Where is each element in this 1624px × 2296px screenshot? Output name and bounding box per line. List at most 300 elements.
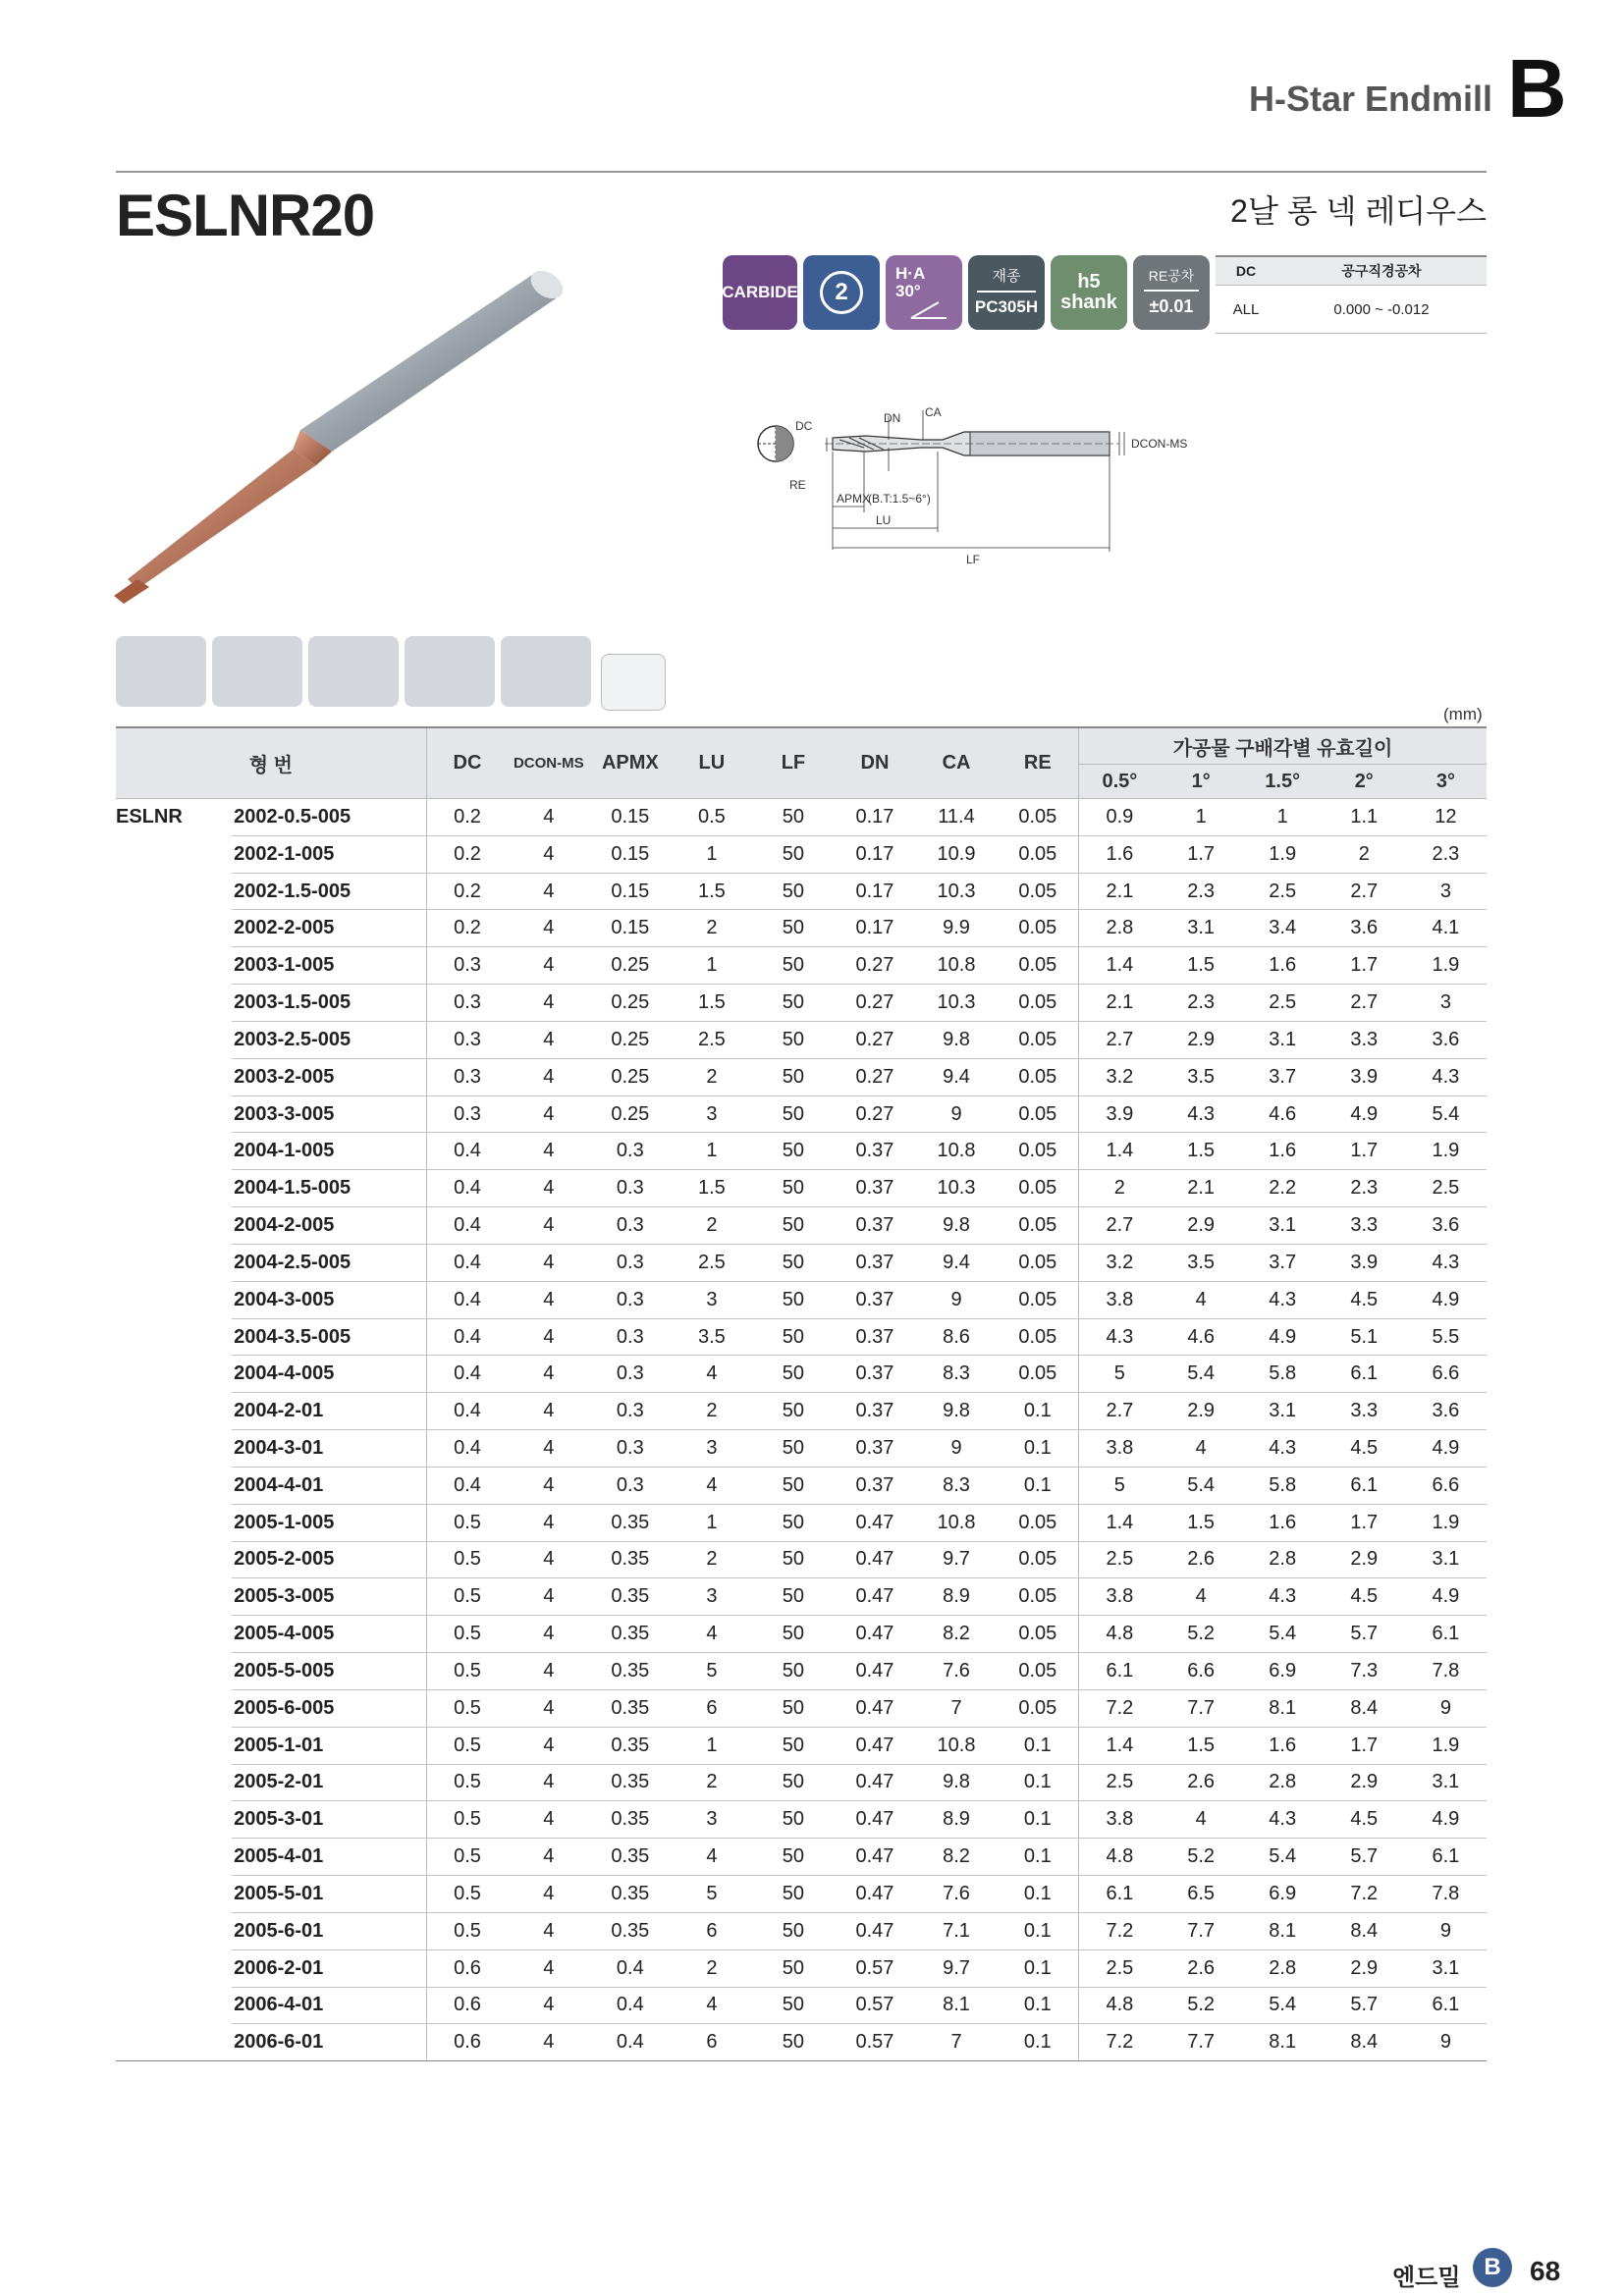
part-number-cell: 2003-2.5-005: [232, 1021, 426, 1058]
part-number-cell: 2004-3.5-005: [232, 1318, 426, 1356]
spec-cell: 4.9: [1405, 1801, 1487, 1839]
spec-cell: 8.1: [1242, 2024, 1324, 2061]
spec-cell: 3.6: [1324, 910, 1405, 947]
spec-cell: 4.3: [1242, 1430, 1324, 1468]
table-row: [116, 1504, 1487, 1541]
spec-cell: 50: [752, 1207, 834, 1245]
spec-cell: 0.5: [426, 1876, 508, 1913]
spec-cell: 2.5: [671, 1021, 752, 1058]
spec-cell: 8.4: [1324, 1912, 1405, 1949]
spec-cell: 0.25: [589, 985, 671, 1022]
spec-cell: 50: [752, 1839, 834, 1876]
spec-cell: 1.6: [1242, 947, 1324, 985]
spec-cell: 0.4: [426, 1207, 508, 1245]
spec-cell: 0.05: [998, 1653, 1079, 1690]
spec-cell: 9.8: [916, 1764, 998, 1801]
spec-cell: 0.15: [589, 910, 671, 947]
header-divider: [116, 171, 1487, 173]
spec-cell: 0.5: [426, 1801, 508, 1839]
spec-cell: 2.7: [1079, 1021, 1161, 1058]
tolerance-cell-dc: ALL: [1216, 286, 1276, 334]
spec-cell: 6.5: [1161, 1876, 1242, 1913]
spec-cell: 2.6: [1161, 1541, 1242, 1578]
spec-cell: 3.7: [1242, 1244, 1324, 1281]
spec-cell: 1.7: [1161, 835, 1242, 873]
diagram-label-ca: CA: [925, 405, 942, 419]
spec-cell: 1.6: [1242, 1504, 1324, 1541]
spec-cell: 4: [508, 1430, 589, 1468]
helix-angle-icon: [909, 300, 948, 320]
spec-cell: 6.1: [1324, 1467, 1405, 1504]
spec-cell: 0.47: [834, 1764, 915, 1801]
re-tolerance-badge: RE공차 ±0.01: [1133, 255, 1210, 330]
spec-cell: 0.1: [998, 1430, 1079, 1468]
table-row: [116, 1876, 1487, 1913]
spec-cell: 0.05: [998, 1281, 1079, 1318]
spec-cell: 3: [671, 1801, 752, 1839]
spec-cell: 5.4: [1242, 1987, 1324, 2024]
spec-cell: 2.3: [1161, 873, 1242, 910]
spec-cell: 0.35: [589, 1653, 671, 1690]
spec-cell: 5.4: [1242, 1839, 1324, 1876]
spec-cell: 0.1: [998, 1912, 1079, 1949]
spec-cell: 0.25: [589, 1095, 671, 1133]
spec-cell: 4.9: [1242, 1318, 1324, 1356]
spec-cell: 1.7: [1324, 1133, 1405, 1170]
spec-cell: 4.3: [1079, 1318, 1161, 1356]
spec-cell: 1.4: [1079, 947, 1161, 985]
spec-cell: 3: [671, 1281, 752, 1318]
spec-cell: 0.05: [998, 835, 1079, 873]
spec-cell: 1: [671, 1727, 752, 1764]
spec-cell: 0.17: [834, 910, 915, 947]
spec-cell: 0.2: [426, 910, 508, 947]
spec-cell: 2.8: [1079, 910, 1161, 947]
spec-cell: 6.6: [1405, 1356, 1487, 1393]
spec-cell: 3.9: [1324, 1244, 1405, 1281]
spec-cell: 2.9: [1324, 1949, 1405, 1987]
tolerance-cell-range: 0.000 ~ -0.012: [1276, 286, 1487, 334]
diagram-label-re: RE: [789, 478, 806, 492]
diagram-label-dc: DC: [795, 419, 813, 433]
spec-cell: 2: [1324, 835, 1405, 873]
part-number-cell: 2002-0.5-005: [232, 799, 426, 836]
spec-cell: 0.17: [834, 835, 915, 873]
spec-cell: 8.1: [1242, 1689, 1324, 1727]
spec-cell: 0.35: [589, 1912, 671, 1949]
part-number-cell: 2004-2.5-005: [232, 1244, 426, 1281]
part-number-cell: 2002-2-005: [232, 910, 426, 947]
series-cell: [116, 1616, 232, 1653]
header-dn: DN: [834, 727, 915, 799]
spec-cell: 9.4: [916, 1058, 998, 1095]
spec-cell: 4.8: [1079, 1839, 1161, 1876]
spec-cell: 2.8: [1242, 1764, 1324, 1801]
spec-cell: 0.27: [834, 1058, 915, 1095]
spec-cell: 3.3: [1324, 1393, 1405, 1430]
spec-cell: 3.9: [1079, 1095, 1161, 1133]
spec-cell: 12: [1405, 799, 1487, 836]
spec-cell: 1.5: [671, 873, 752, 910]
spec-cell: 7.1: [916, 1912, 998, 1949]
spec-cell: 0.37: [834, 1133, 915, 1170]
spec-cell: 0.4: [426, 1467, 508, 1504]
spec-cell: 4: [508, 1801, 589, 1839]
header-angle-0-5: 0.5°: [1079, 765, 1161, 799]
spec-cell: 0.47: [834, 1653, 915, 1690]
spec-cell: 5.4: [1242, 1616, 1324, 1653]
spec-cell: 4: [508, 1393, 589, 1430]
flute-count-icon: 2: [820, 271, 863, 314]
spec-cell: 8.1: [916, 1987, 998, 2024]
spec-cell: 0.1: [998, 1727, 1079, 1764]
application-side-milling-icon: [116, 636, 206, 707]
spec-cell: 1: [1161, 799, 1242, 836]
spec-cell: 10.3: [916, 985, 998, 1022]
spec-cell: 6: [671, 2024, 752, 2061]
spec-cell: 0.05: [998, 1244, 1079, 1281]
spec-table: [116, 726, 1487, 2061]
spec-cell: 0.05: [998, 873, 1079, 910]
spec-cell: 2: [671, 1393, 752, 1430]
spec-cell: 8.2: [916, 1616, 998, 1653]
spec-cell: 10.8: [916, 947, 998, 985]
spec-cell: 0.5: [426, 1653, 508, 1690]
table-row: [116, 1430, 1487, 1468]
spec-cell: 0.3: [426, 1021, 508, 1058]
header-effective-length: 가공물 구배각별 유효길이: [1079, 727, 1487, 765]
spec-cell: 0.05: [998, 1356, 1079, 1393]
spec-cell: 4: [508, 1467, 589, 1504]
spec-cell: 7.2: [1079, 1912, 1161, 1949]
spec-cell: 5.2: [1161, 1839, 1242, 1876]
spec-cell: 1.9: [1405, 1727, 1487, 1764]
part-number-cell: 2006-4-01: [232, 1987, 426, 2024]
spec-cell: 4: [508, 1133, 589, 1170]
spec-cell: 50: [752, 1949, 834, 1987]
spec-cell: 3.1: [1242, 1021, 1324, 1058]
spec-cell: 0.47: [834, 1616, 915, 1653]
part-number-cell: 2003-2-005: [232, 1058, 426, 1095]
spec-cell: 0.37: [834, 1318, 915, 1356]
spec-cell: 0.47: [834, 1839, 915, 1876]
series-cell: [116, 1244, 232, 1281]
header-angle-1-5: 1.5°: [1242, 765, 1324, 799]
header-ca: CA: [916, 727, 998, 799]
spec-cell: 2.8: [1242, 1541, 1324, 1578]
spec-cell: 1.9: [1405, 947, 1487, 985]
spec-cell: 3: [671, 1578, 752, 1616]
spec-cell: 5.7: [1324, 1987, 1405, 2024]
table-row: [116, 1318, 1487, 1356]
spec-cell: 2.5: [1079, 1764, 1161, 1801]
spec-cell: 8.6: [916, 1318, 998, 1356]
spec-cell: 2.2: [1242, 1170, 1324, 1207]
endmill-neck: [128, 450, 316, 589]
spec-cell: 0.05: [998, 1616, 1079, 1653]
carbide-badge: CARBIDE: [723, 255, 797, 330]
spec-cell: 6.1: [1405, 1839, 1487, 1876]
spec-cell: 50: [752, 1356, 834, 1393]
part-number-cell: 2004-1.5-005: [232, 1170, 426, 1207]
spec-cell: 8.4: [1324, 1689, 1405, 1727]
spec-cell: 0.37: [834, 1281, 915, 1318]
dimension-diagram: [746, 393, 1492, 589]
flute-count-badge: [803, 255, 880, 330]
table-row: [116, 1170, 1487, 1207]
spec-cell: 7.2: [1079, 2024, 1161, 2061]
spec-cell: 2.6: [1161, 1764, 1242, 1801]
spec-cell: 0.4: [426, 1170, 508, 1207]
spec-cell: 0.5: [426, 1839, 508, 1876]
spec-cell: 0.25: [589, 1021, 671, 1058]
spec-cell: 9.8: [916, 1207, 998, 1245]
spec-cell: 9.8: [916, 1393, 998, 1430]
spec-cell: 50: [752, 1170, 834, 1207]
spec-cell: 0.5: [426, 1578, 508, 1616]
spec-cell: 9: [1405, 1912, 1487, 1949]
spec-cell: 6.1: [1405, 1987, 1487, 2024]
spec-cell: 0.05: [998, 1058, 1079, 1095]
spec-cell: 0.6: [426, 1949, 508, 1987]
table-row: [116, 1727, 1487, 1764]
spec-cell: 0.35: [589, 1727, 671, 1764]
part-number-cell: 2004-4-01: [232, 1467, 426, 1504]
spec-cell: 4: [508, 1244, 589, 1281]
spec-cell: 3.4: [1242, 910, 1324, 947]
series-cell: [116, 873, 232, 910]
spec-cell: 0.05: [998, 1689, 1079, 1727]
spec-cell: 4.5: [1324, 1578, 1405, 1616]
spec-cell: 50: [752, 1021, 834, 1058]
table-row: [116, 835, 1487, 873]
part-number-cell: 2004-3-01: [232, 1430, 426, 1468]
spec-cell: 7.7: [1161, 2024, 1242, 2061]
spec-cell: 0.5: [426, 1504, 508, 1541]
part-number-cell: 2005-4-01: [232, 1839, 426, 1876]
spec-cell: 0.17: [834, 799, 915, 836]
spec-cell: 0.1: [998, 1467, 1079, 1504]
spec-cell: 2.5: [671, 1244, 752, 1281]
spec-cell: 4.6: [1242, 1095, 1324, 1133]
table-row: [116, 910, 1487, 947]
spec-cell: 0.17: [834, 873, 915, 910]
series-cell: [116, 1504, 232, 1541]
spec-cell: 0.3: [589, 1281, 671, 1318]
part-number-cell: 2005-2-01: [232, 1764, 426, 1801]
spec-cell: 50: [752, 1653, 834, 1690]
table-row: [116, 1653, 1487, 1690]
part-number-cell: 2005-5-005: [232, 1653, 426, 1690]
spec-cell: 7.2: [1079, 1689, 1161, 1727]
spec-cell: 4.9: [1405, 1578, 1487, 1616]
spec-cell: 4.3: [1161, 1095, 1242, 1133]
spec-cell: 6.6: [1161, 1653, 1242, 1690]
spec-cell: 0.4: [426, 1393, 508, 1430]
spec-cell: 9: [916, 1095, 998, 1133]
unit-label: (mm): [1443, 705, 1483, 723]
header-lf: LF: [752, 727, 834, 799]
spec-cell: 7.2: [1324, 1876, 1405, 1913]
series-cell: [116, 1467, 232, 1504]
spec-cell: 4: [671, 1839, 752, 1876]
spec-cell: 0.05: [998, 985, 1079, 1022]
spec-cell: 4.9: [1405, 1430, 1487, 1468]
spec-cell: 0.27: [834, 1021, 915, 1058]
series-cell: [116, 1095, 232, 1133]
spec-cell: 50: [752, 2024, 834, 2061]
spec-cell: 4: [671, 1356, 752, 1393]
spec-cell: 50: [752, 1430, 834, 1468]
spec-cell: 6.9: [1242, 1876, 1324, 1913]
spec-cell: 4: [508, 1058, 589, 1095]
spec-cell: 0.5: [426, 1689, 508, 1727]
spec-cell: 1.6: [1242, 1727, 1324, 1764]
part-number-cell: 2005-1-005: [232, 1504, 426, 1541]
spec-cell: 50: [752, 1541, 834, 1578]
part-number-cell: 2003-1-005: [232, 947, 426, 985]
spec-cell: 8.9: [916, 1578, 998, 1616]
diagram-label-bt: (B.T:1.5~6°): [868, 492, 931, 506]
spec-cell: 0.27: [834, 947, 915, 985]
table-row: [116, 1616, 1487, 1653]
spec-cell: 0.37: [834, 1356, 915, 1393]
spec-cell: 0.9: [1079, 799, 1161, 836]
spec-cell: 0.47: [834, 1504, 915, 1541]
spec-cell: 0.35: [589, 1504, 671, 1541]
spec-cell: 4: [671, 1467, 752, 1504]
spec-cell: 1.7: [1324, 947, 1405, 985]
spec-cell: 1.5: [1161, 1504, 1242, 1541]
spec-cell: 2.9: [1324, 1541, 1405, 1578]
spec-cell: 0.05: [998, 1504, 1079, 1541]
spec-cell: 2.5: [1405, 1170, 1487, 1207]
spec-cell: 0.3: [589, 1318, 671, 1356]
spec-cell: 4.8: [1079, 1987, 1161, 2024]
spec-cell: 0.05: [998, 1021, 1079, 1058]
spec-cell: 50: [752, 1058, 834, 1095]
spec-cell: 4.5: [1324, 1430, 1405, 1468]
spec-cell: 1: [1242, 799, 1324, 836]
spec-cell: 2: [671, 1764, 752, 1801]
table-row: [116, 1541, 1487, 1578]
spec-cell: 3.9: [1324, 1058, 1405, 1095]
spec-cell: 5.4: [1161, 1467, 1242, 1504]
spec-cell: 0.05: [998, 1207, 1079, 1245]
series-cell: [116, 1764, 232, 1801]
spec-cell: 8.3: [916, 1356, 998, 1393]
spec-cell: 4: [508, 1021, 589, 1058]
table-row: [116, 799, 1487, 836]
spec-cell: 0.4: [426, 1356, 508, 1393]
spec-cell: 50: [752, 985, 834, 1022]
spec-cell: 0.3: [589, 1467, 671, 1504]
spec-cell: 50: [752, 1318, 834, 1356]
header-part-number: 형 번: [116, 727, 426, 799]
shank-badge: h5 shank: [1051, 255, 1127, 330]
part-number-cell: 2004-2-005: [232, 1207, 426, 1245]
spec-cell: 2: [1079, 1170, 1161, 1207]
spec-cell: 0.05: [998, 1133, 1079, 1170]
spec-cell: 0.05: [998, 1170, 1079, 1207]
spec-cell: 50: [752, 1133, 834, 1170]
spec-cell: 0.5: [426, 1764, 508, 1801]
spec-cell: 0.3: [589, 1133, 671, 1170]
spec-cell: 3.6: [1405, 1207, 1487, 1245]
spec-cell: 0.5: [426, 1616, 508, 1653]
table-row: [116, 947, 1487, 985]
spec-cell: 8.2: [916, 1839, 998, 1876]
spec-cell: 0.37: [834, 1430, 915, 1468]
spec-cell: 50: [752, 1764, 834, 1801]
table-row: [116, 1689, 1487, 1727]
spec-cell: 7: [916, 2024, 998, 2061]
diagram-label-dcon: DCON-MS: [1131, 437, 1188, 451]
series-cell: [116, 1578, 232, 1616]
spec-cell: 5: [1079, 1467, 1161, 1504]
part-number-cell: 2004-3-005: [232, 1281, 426, 1318]
spec-cell: 0.4: [426, 1281, 508, 1318]
model-subtitle: 2날 롱 넥 레디우스: [1230, 193, 1487, 229]
spec-cell: 0.27: [834, 1095, 915, 1133]
spec-cell: 4: [671, 1987, 752, 2024]
spec-cell: 50: [752, 799, 834, 836]
spec-cell: 3.1: [1242, 1207, 1324, 1245]
series-cell: [116, 1949, 232, 1987]
spec-cell: 1.7: [1324, 1504, 1405, 1541]
spec-cell: 3.6: [1405, 1393, 1487, 1430]
spec-cell: 4: [508, 1912, 589, 1949]
spec-cell: 0.2: [426, 873, 508, 910]
spec-cell: 3.2: [1079, 1058, 1161, 1095]
series-cell: [116, 1727, 232, 1764]
spec-cell: 4: [508, 1281, 589, 1318]
spec-cell: 2.5: [1079, 1949, 1161, 1987]
spec-cell: 0.47: [834, 1912, 915, 1949]
spec-cell: 0.1: [998, 1393, 1079, 1430]
spec-cell: 0.15: [589, 873, 671, 910]
spec-cell: 4: [508, 1987, 589, 2024]
spec-cell: 2.1: [1161, 1170, 1242, 1207]
spec-cell: 50: [752, 835, 834, 873]
spec-cell: 50: [752, 873, 834, 910]
part-number-cell: 2005-6-005: [232, 1689, 426, 1727]
spec-cell: 50: [752, 1912, 834, 1949]
spec-cell: 2.9: [1324, 1764, 1405, 1801]
spec-cell: 1.5: [671, 985, 752, 1022]
spec-cell: 0.05: [998, 799, 1079, 836]
spec-cell: 4: [508, 1949, 589, 1987]
spec-cell: 0.4: [589, 2024, 671, 2061]
spec-cell: 0.37: [834, 1170, 915, 1207]
table-row: [116, 1207, 1487, 1245]
spec-cell: 2.9: [1161, 1207, 1242, 1245]
spec-cell: 9.8: [916, 1021, 998, 1058]
application-slotting-icon: [212, 636, 302, 707]
spec-cell: 0.05: [998, 910, 1079, 947]
table-row: [116, 2024, 1487, 2061]
part-number-cell: 2005-2-005: [232, 1541, 426, 1578]
spec-cell: 0.5: [426, 1727, 508, 1764]
section-letter: B: [1507, 42, 1567, 134]
application-profiling-icon: [405, 636, 495, 707]
spec-cell: 3.5: [1161, 1244, 1242, 1281]
endmill-shank: [300, 265, 568, 452]
diagram-label-apmx: APMX: [837, 492, 871, 506]
series-cell: [116, 1839, 232, 1876]
spec-cell: 4.9: [1405, 1281, 1487, 1318]
spec-cell: 4: [508, 1876, 589, 1913]
